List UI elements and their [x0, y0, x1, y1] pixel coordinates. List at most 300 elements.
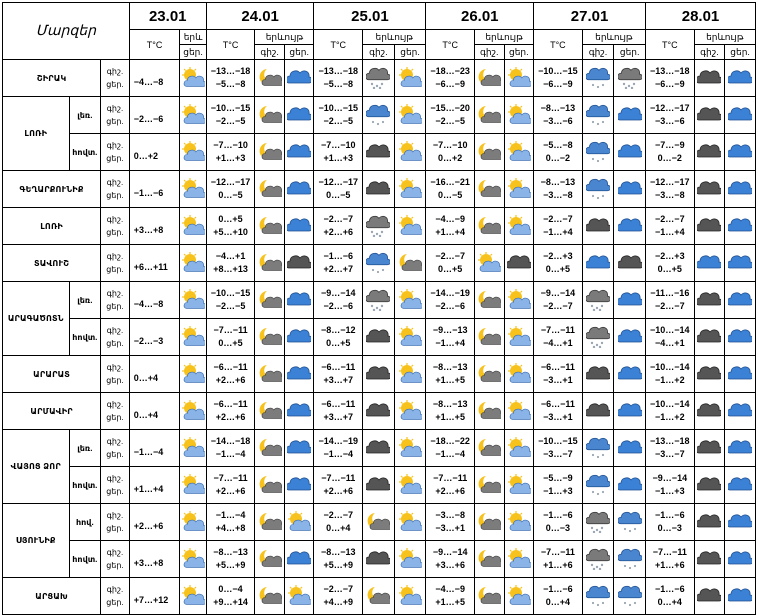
partly-cloudy-day-icon: [181, 437, 205, 459]
temperature-value: −3…+1: [543, 375, 573, 385]
partly-cloudy-day-icon: [507, 178, 531, 200]
weather-icon-cell: [474, 393, 504, 430]
light-snow-icon: [366, 104, 390, 126]
night-label: գիշ.: [106, 104, 124, 113]
weather-icon-cell: [582, 60, 614, 97]
weather-icon-cell: [394, 504, 426, 541]
temperature-value: −7…−10: [432, 140, 468, 150]
temperature-value: −2…−6: [435, 301, 465, 311]
weather-icon-cell: [504, 430, 534, 467]
day-label: ցեր.: [106, 413, 124, 422]
night-label: գիշ.: [106, 511, 124, 520]
weather-icon-cell: [582, 134, 614, 171]
temp-header: T°C: [206, 30, 255, 60]
weather-icon-cell: [474, 245, 504, 282]
temperature-cell: [426, 504, 475, 541]
weather-icon-cell: [180, 430, 206, 467]
temperature-value: +9…+14: [213, 597, 248, 607]
partly-cloudy-day-icon: [507, 363, 531, 385]
temperature-value: 0…+2: [438, 153, 463, 163]
temperature-cell: [314, 208, 363, 245]
weather-icon-cell: [255, 467, 285, 504]
partly-cloudy-night-icon: [258, 215, 282, 237]
partly-cloudy-day-icon: [181, 548, 205, 570]
temperature-value: −1…−6: [323, 251, 354, 261]
weather-icon-cell: [504, 504, 534, 541]
weather-icon-cell: [474, 504, 504, 541]
temperature-value: −2…−7: [323, 214, 354, 224]
day-label: ցեր.: [106, 265, 124, 274]
temperature-value: +2…+6: [215, 412, 246, 422]
table-row: [3, 134, 756, 171]
temperature-cell: [646, 467, 695, 504]
weather-icon-cell: [394, 171, 426, 208]
weather-icon-cell: [394, 430, 426, 467]
partly-cloudy-day-icon: [181, 400, 205, 422]
weather-icon-cell: [394, 393, 426, 430]
temperature-value: −7…−11: [213, 473, 248, 483]
day-header: ցեր.: [284, 45, 314, 60]
temperature-cell: [129, 541, 180, 578]
temperature-cell: [129, 282, 180, 319]
table-row: [3, 393, 756, 430]
temperature-value: −3…−7: [543, 449, 573, 459]
partly-cloudy-night-icon: [477, 141, 501, 163]
weather-icon-cell: [284, 282, 314, 319]
night-label: գիշ.: [106, 252, 124, 261]
temperature-value: −1…−6: [655, 584, 685, 594]
overcast-icon: [697, 548, 721, 570]
cloud-icon: [287, 548, 311, 570]
weather-icon-cell: [284, 319, 314, 356]
weather-icon-cell: [504, 356, 534, 393]
cloud-icon: [287, 474, 311, 496]
weather-icon-cell: [614, 541, 646, 578]
partly-cloudy-day-icon: [398, 215, 422, 237]
temperature-cell: [129, 356, 180, 393]
temperature-value: −10…−15: [210, 103, 251, 113]
temperature-value: −3…−7: [655, 449, 685, 459]
cloud-icon: [728, 289, 752, 311]
weather-icon-cell: [614, 356, 646, 393]
weather-icon-cell: [582, 208, 614, 245]
temperature-value: −6…−11: [321, 362, 356, 372]
weather-icon-cell: [284, 171, 314, 208]
temperature-value: −2…−7: [655, 214, 685, 224]
snow-cloud-icon: [366, 215, 390, 237]
temperature-value: −2…−5: [435, 116, 465, 126]
weather-icon-cell: [504, 171, 534, 208]
temperature-value: −18…−22: [430, 436, 470, 446]
temperature-value: −2…−5: [215, 301, 246, 311]
weather-icon-cell: [180, 319, 206, 356]
partly-cloudy-day-icon: [477, 252, 501, 274]
temperature-cell: [646, 356, 695, 393]
temperature-cell: [646, 171, 695, 208]
temperature-cell: [426, 430, 475, 467]
temperature-cell: [206, 282, 255, 319]
temperature-cell: [534, 541, 583, 578]
temperature-value: −2…−7: [323, 510, 354, 520]
temp-header: T°C: [314, 30, 363, 60]
weather-icon-cell: [504, 245, 534, 282]
weather-icon-cell: [394, 60, 426, 97]
temperature-value: +5…+10: [213, 227, 248, 237]
weather-icon-cell: [363, 97, 395, 134]
overcast-icon: [697, 67, 721, 89]
temperature-cell: [206, 430, 255, 467]
partly-cloudy-night-icon: [477, 548, 501, 570]
temperature-value: −9…−13: [432, 325, 468, 335]
weather-icon-cell: [180, 578, 206, 615]
weather-icon-cell: [474, 541, 504, 578]
weather-icon-cell: [394, 134, 426, 171]
night-label: գիշ.: [106, 400, 124, 409]
phenomena-header: երևույթ: [363, 30, 426, 45]
temperature-value: −7…−11: [213, 325, 248, 335]
temperature-value: +1…+5: [435, 412, 465, 422]
temperature-value: −8…−13: [540, 103, 576, 113]
partly-cloudy-night-icon: [477, 437, 501, 459]
partly-cloudy-night-icon: [258, 252, 282, 274]
temperature-value: +2…+6: [215, 486, 246, 496]
temperature-cell: [426, 208, 475, 245]
temperature-cell: [129, 60, 180, 97]
overcast-icon: [697, 511, 721, 533]
night-label: գիշ.: [106, 215, 124, 224]
weather-icon-cell: [284, 393, 314, 430]
partly-cloudy-day-icon: [398, 104, 422, 126]
partly-cloudy-day-icon: [181, 178, 205, 200]
temperature-cell: [206, 97, 255, 134]
table-row: [3, 208, 756, 245]
temperature-value: −10…−15: [538, 436, 578, 446]
temp-header: T°C: [646, 30, 695, 60]
overcast-icon: [366, 474, 390, 496]
weather-icon-cell: [725, 393, 756, 430]
temperature-value: −11…−16: [650, 288, 690, 298]
time-of-day: [101, 578, 130, 615]
temperature-value: −1…+4: [435, 338, 465, 348]
partly-cloudy-day-icon: [181, 252, 205, 274]
temperature-value: 0…−5: [326, 190, 351, 200]
weather-icon-cell: [284, 504, 314, 541]
temperature-cell: [646, 504, 695, 541]
night-label: գիշ.: [106, 178, 124, 187]
temperature-value: −4…−8: [133, 76, 164, 87]
weather-icon-cell: [363, 393, 395, 430]
temperature-value: −1…−6: [655, 510, 685, 520]
temperature-value: +1…+6: [543, 560, 573, 570]
temperature-value: +5…+9: [323, 560, 354, 570]
light-snow-icon: [586, 474, 610, 496]
temperature-value: −7…−11: [433, 473, 468, 483]
temperature-value: −1…−6: [543, 510, 573, 520]
temperature-value: −10…−15: [210, 288, 251, 298]
partly-cloudy-day-icon: [398, 474, 422, 496]
weather-icon-cell: [474, 171, 504, 208]
time-of-day: [101, 134, 130, 171]
date-header: 23.01: [129, 3, 206, 30]
partly-cloudy-day-icon: [181, 363, 205, 385]
temperature-cell: [646, 393, 695, 430]
overcast-icon: [697, 141, 721, 163]
weather-icon-cell: [284, 541, 314, 578]
weather-icon-cell: [614, 245, 646, 282]
temperature-value: −6…−9: [655, 79, 685, 89]
temperature-value: +1…+3: [215, 153, 246, 163]
temperature-value: 0…+5: [438, 264, 463, 274]
temperature-value: −3…−6: [543, 116, 573, 126]
temperature-cell: [314, 97, 363, 134]
temperature-cell: [646, 60, 695, 97]
temperature-value: +7…+12: [133, 594, 169, 605]
cloud-icon: [728, 178, 752, 200]
temperature-cell: [534, 60, 583, 97]
temperature-value: −4…−9: [435, 584, 465, 594]
cloud-icon: [697, 252, 721, 274]
light-snow-icon: [586, 178, 610, 200]
temperature-cell: [129, 245, 180, 282]
phenomena-header: երևույթ: [582, 30, 645, 45]
snow-cloud-icon: [366, 67, 390, 89]
cloud-icon: [728, 104, 752, 126]
temperature-value: +1…+3: [323, 153, 354, 163]
partly-cloudy-day-icon: [398, 511, 422, 533]
weather-icon-cell: [255, 282, 285, 319]
light-snow-icon: [586, 104, 610, 126]
temperature-value: −7…−10: [213, 140, 248, 150]
table-row: [3, 541, 756, 578]
night-label: գիշ.: [106, 363, 124, 372]
cloud-icon: [618, 141, 642, 163]
temperature-value: +4…+8: [215, 523, 246, 533]
partly-cloudy-night-icon: [258, 178, 282, 200]
weather-icon-cell: [504, 97, 534, 134]
partly-cloudy-night-icon: [366, 511, 390, 533]
region-subzone: լեռ.: [69, 430, 101, 467]
temperature-cell: [129, 97, 180, 134]
temperature-cell: [646, 319, 695, 356]
weather-icon-cell: [474, 430, 504, 467]
cloud-icon: [287, 67, 311, 89]
day-label: ցեր.: [106, 154, 124, 163]
cloud-icon: [728, 474, 752, 496]
temp-header: T°C: [534, 30, 583, 60]
weather-icon-cell: [614, 171, 646, 208]
region-name: ԱՐԱԳԱԾՈՏՆ: [3, 282, 70, 356]
temperature-value: 0…+4: [545, 597, 571, 607]
partly-cloudy-night-icon: [258, 548, 282, 570]
snow-cloud-icon: [586, 289, 610, 311]
weather-icon-cell: [504, 578, 534, 615]
partly-cloudy-day-icon: [507, 585, 531, 607]
date-header: 24.01: [206, 3, 314, 30]
temperature-value: −9…−14: [652, 473, 688, 483]
date-header: 28.01: [646, 3, 756, 30]
overcast-icon: [366, 363, 390, 385]
day-label: ցեր.: [106, 80, 124, 89]
cloud-icon: [287, 363, 311, 385]
weather-icon-cell: [582, 430, 614, 467]
night-header: գիշ.: [255, 45, 285, 60]
temperature-value: −1…−4: [215, 449, 246, 459]
temperature-value: −4…+1: [543, 338, 573, 348]
weather-icon-cell: [694, 578, 725, 615]
temperature-cell: [206, 393, 255, 430]
cloud-icon: [287, 289, 311, 311]
partly-cloudy-night-icon: [258, 437, 282, 459]
cloud-icon: [728, 141, 752, 163]
temperature-value: −9…−14: [540, 288, 576, 298]
temperature-value: −1…+3: [655, 486, 685, 496]
cloud-icon: [618, 104, 642, 126]
weather-icon-cell: [725, 282, 756, 319]
weather-icon-cell: [255, 541, 285, 578]
temperature-value: +3…+7: [323, 375, 354, 385]
temperature-value: −7…−11: [652, 547, 687, 557]
temperature-cell: [206, 171, 255, 208]
partly-cloudy-night-icon: [258, 363, 282, 385]
temperature-cell: [314, 282, 363, 319]
partly-cloudy-day-icon: [507, 326, 531, 348]
snow-cloud-icon: [586, 548, 610, 570]
temperature-value: +3…+8: [133, 557, 164, 568]
overcast-icon: [507, 252, 531, 274]
partly-cloudy-day-icon: [398, 363, 422, 385]
temperature-value: 0…+4: [133, 409, 158, 420]
partly-cloudy-day-icon: [398, 141, 422, 163]
temperature-cell: [314, 430, 363, 467]
temperature-value: −13…−18: [650, 436, 690, 446]
weather-icon-cell: [474, 282, 504, 319]
weather-icon-cell: [725, 467, 756, 504]
day-label: ցեր.: [106, 117, 124, 126]
time-of-day: [101, 393, 130, 430]
night-header: գիշ.: [582, 45, 614, 60]
temperature-value: 0…+5: [218, 214, 243, 224]
light-snow-icon: [366, 252, 390, 274]
day-label: ցեր.: [106, 339, 124, 348]
region-name: ԳԵՂԱՐՔՈՒՆԻՔ: [3, 171, 101, 208]
weather-icon-cell: [504, 208, 534, 245]
temperature-value: −10…−14: [650, 362, 690, 372]
light-snow-icon: [618, 548, 642, 570]
temperature-cell: [646, 208, 695, 245]
weather-icon-cell: [180, 60, 206, 97]
weather-icon-cell: [255, 208, 285, 245]
temperature-cell: [426, 171, 475, 208]
day-header: ցեր.: [614, 45, 646, 60]
weather-icon-cell: [725, 504, 756, 541]
cloud-icon: [586, 252, 610, 274]
region-name: ՇԻՐԱԿ: [3, 60, 101, 97]
temperature-value: +2…+6: [323, 486, 354, 496]
light-snow-icon: [586, 141, 610, 163]
partly-cloudy-night-icon: [477, 363, 501, 385]
temperature-cell: [314, 467, 363, 504]
weather-icon-cell: [180, 134, 206, 171]
temperature-value: −1…+4: [655, 227, 685, 237]
temperature-cell: [646, 541, 695, 578]
temperature-value: −1…+3: [543, 486, 573, 496]
day-label: ցեր.: [106, 228, 124, 237]
temperature-cell: [206, 356, 255, 393]
time-of-day: [101, 504, 130, 541]
weather-icon-cell: [474, 60, 504, 97]
temperature-cell: [426, 245, 475, 282]
temperature-value: +4…+9: [323, 597, 354, 607]
temperature-cell: [206, 541, 255, 578]
temperature-cell: [646, 97, 695, 134]
weather-icon-cell: [694, 319, 725, 356]
cloud-icon: [728, 252, 752, 274]
weather-icon-cell: [394, 467, 426, 504]
weather-icon-cell: [180, 245, 206, 282]
temperature-value: +1…+4: [435, 227, 465, 237]
cloud-icon: [728, 326, 752, 348]
day-label: ցեր.: [106, 487, 124, 496]
weather-icon-cell: [363, 578, 395, 615]
weather-icon-cell: [255, 430, 285, 467]
temperature-value: +2…+6: [133, 520, 164, 531]
temperature-value: +3…+7: [323, 412, 354, 422]
cloud-icon: [728, 511, 752, 533]
weather-icon-cell: [180, 504, 206, 541]
temperature-value: 0…+5: [218, 338, 243, 348]
table-row: [3, 282, 756, 319]
temperature-value: 0…−2: [657, 153, 682, 163]
weather-icon-cell: [255, 171, 285, 208]
weather-icon-cell: [180, 393, 206, 430]
partly-cloudy-night-icon: [258, 67, 282, 89]
weather-icon-cell: [474, 467, 504, 504]
weather-icon-cell: [363, 60, 395, 97]
temperature-cell: [534, 467, 583, 504]
table-row: [3, 504, 756, 541]
temperature-cell: [426, 319, 475, 356]
temperature-value: 0…−4: [218, 584, 243, 594]
weather-icon-cell: [180, 541, 206, 578]
temperature-value: +3…+8: [133, 224, 164, 235]
partly-cloudy-day-icon: [398, 326, 422, 348]
weather-icon-cell: [255, 134, 285, 171]
temperature-value: +6…+11: [133, 261, 168, 272]
overcast-icon: [366, 141, 390, 163]
weather-icon-cell: [694, 430, 725, 467]
partly-cloudy-day-icon: [287, 585, 311, 607]
partly-cloudy-day-icon: [507, 474, 531, 496]
light-snow-icon: [586, 437, 610, 459]
day-header: ցեր.: [504, 45, 534, 60]
partly-cloudy-day-icon: [398, 437, 422, 459]
region-name: ՎԱՅՈՑ ՁՈՐ: [3, 430, 70, 504]
overcast-icon: [586, 400, 610, 422]
weather-icon-cell: [582, 578, 614, 615]
temperature-value: 0…+4: [657, 597, 682, 607]
partly-cloudy-night-icon: [258, 474, 282, 496]
weather-icon-cell: [614, 430, 646, 467]
temperature-value: +5…+9: [215, 560, 246, 570]
temperature-value: −8…−13: [321, 547, 356, 557]
cloud-icon: [618, 289, 642, 311]
forecast-document: [2, 2, 756, 607]
cloud-icon: [287, 141, 311, 163]
overcast-icon: [586, 363, 610, 385]
weather-icon-cell: [474, 97, 504, 134]
temperature-value: −1…+2: [655, 375, 685, 385]
temperature-cell: [314, 356, 363, 393]
